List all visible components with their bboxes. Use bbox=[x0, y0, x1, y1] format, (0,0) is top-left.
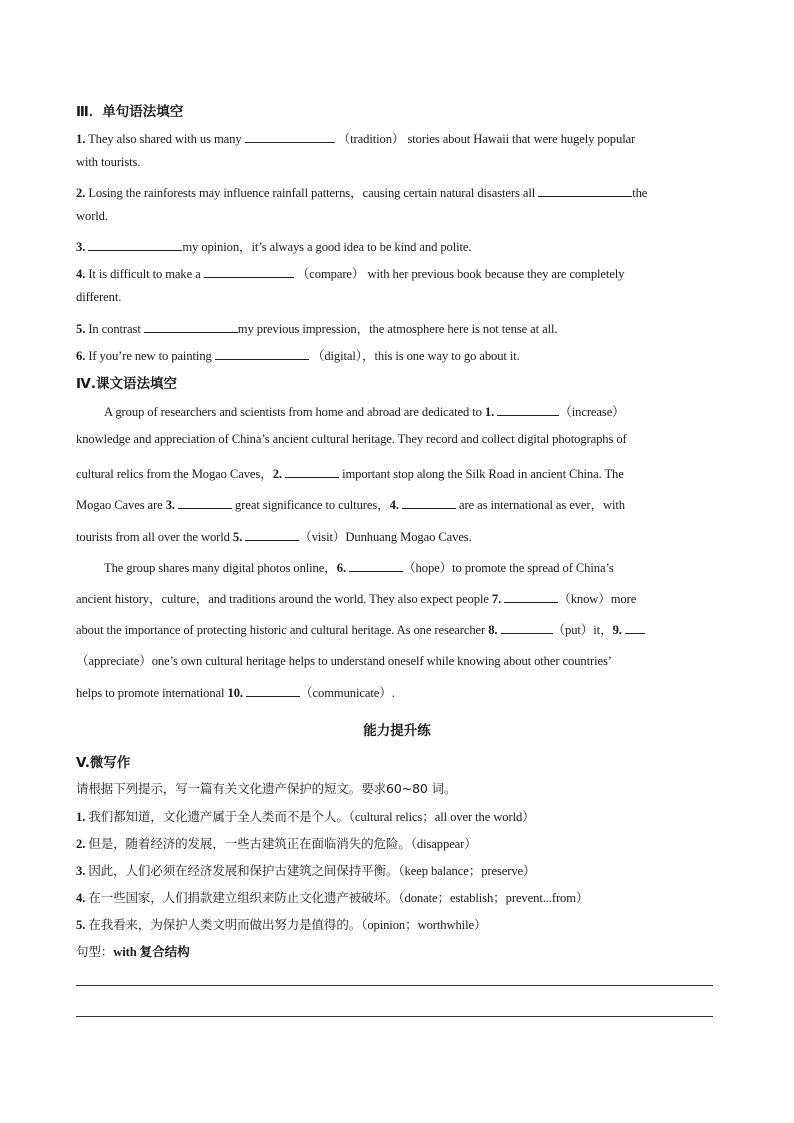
writing-line-2[interactable] bbox=[76, 1016, 713, 1017]
writing-prompt-5 bbox=[76, 914, 486, 933]
answer-blank[interactable] bbox=[144, 320, 238, 333]
passage-blank[interactable] bbox=[285, 465, 339, 478]
passage-text: about the importance of protecting historic and cultural heritage. As one researcher bbox=[76, 623, 489, 637]
passage-blank[interactable] bbox=[349, 559, 403, 572]
prompt-text: 在我看来，为保护人类文明而做出努力是值得的。 bbox=[88, 917, 362, 932]
passage-blank[interactable] bbox=[178, 496, 232, 509]
prompt-number: 3. bbox=[76, 864, 86, 878]
blank-number: 7. bbox=[491, 592, 502, 606]
passage-text: cultural relics from the Mogao Caves， bbox=[76, 467, 273, 481]
blank-number: 3. bbox=[165, 498, 175, 512]
passage-hint: （put）it， bbox=[552, 623, 613, 637]
passage-text: great significance to cultures， bbox=[232, 498, 390, 512]
blank-number: 1. bbox=[484, 405, 495, 419]
blank-number: 6. bbox=[336, 561, 346, 575]
prompt-hint: （disappear） bbox=[410, 837, 477, 851]
passage-blank[interactable] bbox=[246, 684, 300, 697]
item-number: 1. bbox=[76, 132, 86, 146]
passage-text: helps to promote international bbox=[76, 686, 228, 700]
passage-hint: （increase） bbox=[559, 405, 625, 419]
s3-item-6 bbox=[76, 345, 520, 364]
answer-blank[interactable] bbox=[88, 238, 182, 251]
passage-text: are as international as ever，with bbox=[455, 498, 625, 512]
passage-text: ancient history，culture，and traditions around the world. They also expect people bbox=[76, 592, 492, 606]
prompt-text: 因此，人们必须在经济发展和保护古建筑之间保持平衡。 bbox=[88, 863, 399, 878]
section-4-heading: Ⅳ.课文语法填空 bbox=[76, 376, 177, 392]
passage-line-6 bbox=[104, 557, 614, 576]
item-text: Losing the rainforests may influence rainfall patterns，causing certain natural disasters all bbox=[88, 186, 539, 200]
answer-blank[interactable] bbox=[245, 130, 335, 143]
prompt-text: 但是，随着经济的发展，一些古建筑正在面临消失的危险。 bbox=[88, 836, 411, 851]
item-text: stories about Hawaii that were hugely popular bbox=[407, 132, 636, 146]
item-text: my opinion，it’s always a good idea to be kind and polite. bbox=[182, 240, 472, 254]
s3-item-2-cont: world. bbox=[76, 209, 108, 223]
prompt-number: 2. bbox=[76, 837, 86, 851]
prompt-hint: （opinion；worthwhile） bbox=[361, 918, 487, 932]
passage-line-7 bbox=[76, 588, 636, 607]
s3-item-1 bbox=[76, 128, 635, 147]
item-hint: （tradition） bbox=[337, 132, 405, 146]
passage-blank[interactable] bbox=[504, 590, 558, 603]
s3-item-1-cont: with tourists. bbox=[76, 155, 141, 169]
writing-prompt-1 bbox=[76, 806, 535, 825]
passage-line-4 bbox=[76, 494, 625, 513]
blank-number: 8. bbox=[488, 623, 498, 637]
s3-item-5 bbox=[76, 318, 557, 337]
item-text: ，this is one way to go about it. bbox=[362, 349, 520, 363]
passage-blank[interactable] bbox=[497, 403, 559, 416]
prompt-number: 4. bbox=[76, 891, 86, 905]
item-text: In contrast bbox=[88, 322, 144, 336]
blank-number: 5. bbox=[232, 530, 243, 544]
passage-text: A group of researchers and scientists from home and abroad are dedicated to bbox=[104, 405, 485, 419]
passage-hint: （communicate）. bbox=[300, 686, 395, 700]
blank-number: 2. bbox=[272, 467, 282, 481]
blank-number: 4. bbox=[389, 498, 399, 512]
item-number: 3. bbox=[76, 240, 86, 254]
prompt-hint: （cultural relics；all over the world） bbox=[348, 810, 535, 824]
prompt-number: 5. bbox=[76, 918, 86, 932]
prompt-number: 1. bbox=[76, 810, 86, 824]
sentence-pattern bbox=[76, 941, 190, 960]
s3-item-3 bbox=[76, 236, 471, 255]
passage-line-3 bbox=[76, 463, 624, 482]
prompt-text: 在一些国家，人们捐款建立组织来防止文化遗产被破坏。 bbox=[88, 890, 399, 905]
item-hint: （compare） bbox=[296, 267, 365, 281]
item-text: my previous impression，the atmosphere here is not tense at all. bbox=[237, 322, 558, 336]
passage-line-2: knowledge and appreciation of China’s ancient cultural heritage. They record and collect digital photographs of bbox=[76, 432, 627, 446]
writing-prompt-3 bbox=[76, 860, 536, 879]
s3-item-4 bbox=[76, 263, 624, 282]
prompt-hint: （keep balance；preserve） bbox=[398, 864, 536, 878]
passage-hint: （know）more bbox=[558, 592, 637, 606]
passage-hint: （hope）to promote the spread of China’s bbox=[403, 561, 614, 575]
section-5-heading: V.微写作 bbox=[76, 755, 131, 771]
passage-line-8 bbox=[76, 619, 645, 638]
section-3-heading: Ⅲ．单句语法填空 bbox=[76, 104, 184, 120]
passage-text: tourists from all over the world bbox=[76, 530, 233, 544]
blank-number: 10. bbox=[227, 686, 243, 700]
answer-blank[interactable] bbox=[215, 347, 309, 360]
passage-blank[interactable] bbox=[245, 528, 299, 541]
pattern-label: 句型： bbox=[76, 944, 114, 959]
answer-blank[interactable] bbox=[538, 184, 632, 197]
section-title-ability: 能力提升练 bbox=[363, 723, 431, 739]
writing-line-1[interactable] bbox=[76, 985, 713, 986]
blank-number: 9. bbox=[612, 623, 622, 637]
item-text: They also shared with us many bbox=[88, 132, 245, 146]
item-text: with her previous book because they are completely bbox=[367, 267, 625, 281]
passage-blank[interactable] bbox=[501, 621, 553, 634]
item-hint: （digital） bbox=[311, 349, 362, 363]
passage-text: The group shares many digital photos online， bbox=[104, 561, 337, 575]
writing-instructions: 请根据下列提示，写一篇有关文化遗产保护的短文。要求60~80 词。 bbox=[76, 781, 457, 796]
passage-hint: （visit）Dunhuang Mogao Caves. bbox=[299, 530, 472, 544]
passage-line-5 bbox=[76, 526, 472, 545]
writing-prompt-2 bbox=[76, 833, 477, 852]
item-number: 2. bbox=[76, 186, 86, 200]
writing-prompt-4 bbox=[76, 887, 588, 906]
passage-line-1 bbox=[104, 401, 625, 420]
item-text: If you’re new to painting bbox=[88, 349, 215, 363]
item-number: 6. bbox=[76, 349, 86, 363]
passage-text: important stop along the Silk Road in ancient China. The bbox=[339, 467, 624, 481]
item-text: the bbox=[632, 186, 648, 200]
s3-item-4-cont: different. bbox=[76, 290, 122, 304]
passage-line-9: （appreciate）one’s own cultural heritage helps to understand oneself while knowing about other countries’ bbox=[76, 654, 612, 668]
pattern-value: with 复合结构 bbox=[113, 945, 190, 959]
passage-blank[interactable] bbox=[625, 621, 645, 634]
prompt-text: 我们都知道，文化遗产属于全人类而不是个人。 bbox=[88, 809, 349, 824]
answer-blank[interactable] bbox=[204, 265, 294, 278]
item-text: It is difficult to make a bbox=[88, 267, 204, 281]
s3-item-2 bbox=[76, 182, 647, 201]
prompt-hint: （donate；establish；prevent...from） bbox=[398, 891, 589, 905]
passage-line-10 bbox=[76, 682, 395, 701]
passage-blank[interactable] bbox=[402, 496, 456, 509]
item-number: 5. bbox=[76, 322, 86, 336]
item-number: 4. bbox=[76, 267, 86, 281]
passage-text: Mogao Caves are bbox=[76, 498, 166, 512]
